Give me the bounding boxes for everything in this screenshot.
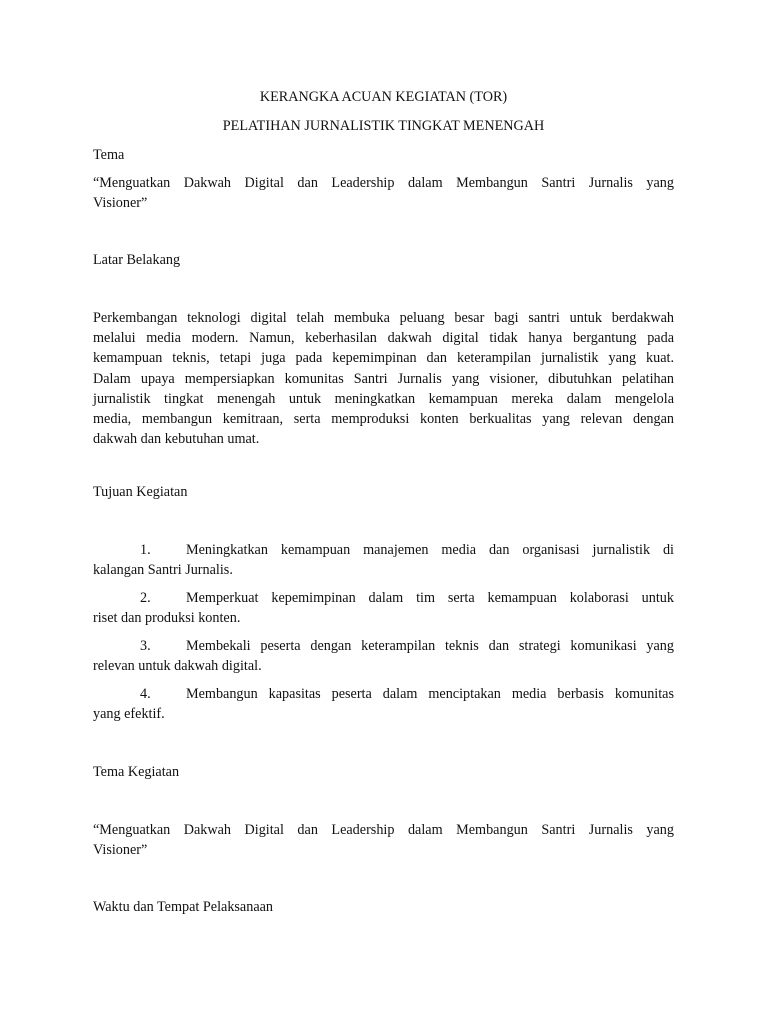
waktu-tempat-heading: Waktu dan Tempat Pelaksanaan bbox=[93, 899, 274, 915]
paragraph-line: media, membangun kemitraan, serta memproduksi konten berkualitas yang relevan dengan bbox=[93, 410, 674, 427]
paragraph-line: jurnalistik tingkat menengah untuk meningkatkan kemampuan mereka dalam mengelola bbox=[93, 390, 674, 407]
paragraph-line: melalui media modern. Namun, keberhasilan dakwah digital tidak hanya bergantung pada bbox=[93, 330, 674, 347]
paragraph-line: Perkembangan teknologi digital telah membuka peluang besar bagi santri untuk berdakwah bbox=[93, 310, 674, 326]
latar-belakang-heading: Latar Belakang bbox=[93, 252, 181, 268]
document-title: KERANGKA ACUAN KEGIATAN (TOR) bbox=[259, 89, 508, 105]
list-item bbox=[93, 636, 674, 676]
tema-kegiatan-line: Visioner” bbox=[93, 842, 148, 859]
list-number: 2. bbox=[140, 590, 151, 606]
paragraph-line: dakwah dan kebutuhan umat. bbox=[93, 431, 260, 448]
document-subtitle: PELATIHAN JURNALISTIK TINGKAT MENENGAH bbox=[222, 118, 545, 134]
tema-heading: Tema bbox=[93, 147, 125, 163]
latar-belakang-paragraph bbox=[93, 308, 674, 449]
paragraph-line: Dalam upaya mempersiapkan komunitas Santri Jurnalis yang visioner, dibutuhkan pelatihan bbox=[93, 370, 674, 387]
tema-paragraph bbox=[93, 173, 674, 213]
paragraph-line: kemampuan teknis, tetapi juga pada kepemimpinan dan keterampilan jurnalistik yang kuat. bbox=[93, 350, 674, 367]
list-item bbox=[93, 684, 674, 724]
list-number: 4. bbox=[140, 686, 151, 702]
list-item-text: yang efektif. bbox=[93, 706, 165, 722]
tema-line: “Menguatkan Dakwah Digital dan Leadership dalam Membangun Santri Jurnalis yang bbox=[93, 175, 674, 191]
tema-line: Visioner” bbox=[93, 195, 148, 212]
tujuan-kegiatan-heading: Tujuan Kegiatan bbox=[93, 484, 188, 500]
list-number: 1. bbox=[140, 542, 151, 558]
tema-kegiatan-paragraph bbox=[93, 820, 674, 860]
list-item bbox=[93, 540, 674, 580]
list-item-text: kalangan Santri Jurnalis. bbox=[93, 562, 233, 578]
list-item-text: Membekali peserta dengan keterampilan teknis dan strategi komunikasi yang bbox=[186, 638, 674, 654]
tema-kegiatan-heading: Tema Kegiatan bbox=[93, 764, 180, 780]
list-item bbox=[93, 588, 674, 628]
list-item-text: Memperkuat kepemimpinan dalam tim serta kemampuan kolaborasi untuk bbox=[186, 590, 674, 606]
tema-kegiatan-line: “Menguatkan Dakwah Digital dan Leadership dalam Membangun Santri Jurnalis yang bbox=[93, 822, 674, 838]
list-item-text: Meningkatkan kemampuan manajemen media dan organisasi jurnalistik di bbox=[186, 542, 674, 558]
list-number: 3. bbox=[140, 638, 151, 654]
list-item-text: riset dan produksi konten. bbox=[93, 610, 241, 626]
list-item-text: Membangun kapasitas peserta dalam menciptakan media berbasis komunitas bbox=[186, 686, 674, 702]
list-item-text: relevan untuk dakwah digital. bbox=[93, 658, 262, 674]
